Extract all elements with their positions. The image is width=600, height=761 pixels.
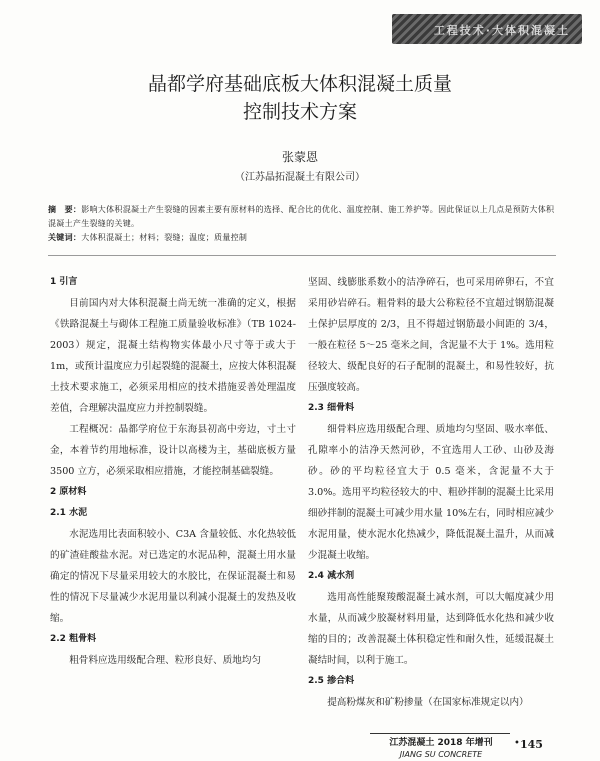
- subsection-heading-water-reducer: 2.4 减水剂: [308, 571, 355, 581]
- section-heading-introduction: 1 引言: [50, 277, 78, 287]
- paragraph: 水泥选用比表面积较小、C3A 含量较低、水化热较低的矿渣硅酸盐水泥。对已选定的水泥品种，混凝土用水量确定的情况下尽量采用较大的水胶比，在保证混凝土和易性的情况下尽量减少水泥用量以利减小混凝土的发热及收缩。: [50, 529, 296, 624]
- paragraph: 坚固、线膨胀系数小的洁净碎石，也可采用碎卵石，不宜采用砂岩碎石。粗骨料的最大公称粒径不宜超过钢筋混凝土保护层厚度的 2/3，且不得超过钢筋最小间距的 3/4，一般在粒径 5～25 毫米之间，含泥量不大于 1%。选用粒径较大、级配良好的石子配制的混凝土，和易性较好，抗压强度较高。: [308, 277, 554, 393]
- section-heading-materials: 2 原材料: [50, 487, 87, 497]
- paragraph: 工程概况：晶都学府位于东海县初高中旁边，寸土寸金，本着节约用地标准，设计以高楼为主，基础底板方量 3500 立方，必须采取相应措施，才能控制基础裂缝。: [50, 424, 296, 477]
- subsection-heading-admixture: 2.5 掺合料: [308, 676, 355, 686]
- article-title-line-2: 控制技术方案: [242, 101, 357, 123]
- abstract-divider: [48, 255, 556, 256]
- subsection-heading-fine-aggregate: 2.3 细骨料: [308, 403, 355, 413]
- keywords-text: 大体积混凝土；材料；裂缝；温度；质量控制: [81, 233, 248, 242]
- paragraph: 细骨料应选用级配合理、质地均匀坚固、吸水率低、孔隙率小的洁净天然河砂，不宜选用人工砂、山砂及海砂。砂的平均粒径宜大于 0.5 毫米，含泥量不大于 3.0%。选用平均粒径较大的中、粗砂拌制的混凝土比采用细砂拌制的混凝土可减少用水量 10%左右，同时相应减少水泥用量，使水泥水化热减少，降低混凝土温升，从而减少混凝土收缩。: [308, 424, 554, 561]
- author-affiliation: （江苏晶拓混凝土有限公司）: [235, 172, 365, 183]
- abstract-label: 摘 要：: [48, 205, 82, 214]
- page-number: 145: [520, 738, 543, 751]
- left-column: [50, 272, 296, 671]
- corner-header-band: [392, 14, 582, 44]
- author-name: 张蒙恩: [281, 150, 318, 164]
- article-title-line-1: 晶都学府基础底板大体积混凝土质量: [147, 73, 452, 95]
- paragraph: 提高粉煤灰和矿粉掺量（在国家标准规定以内）: [327, 697, 529, 708]
- paragraph: 目前国内对大体积混凝土尚无统一准确的定义，根据《铁路混凝土与砌体工程施工质量验收标准》（TB 1024-2003）规定，混凝土结构物实体最小尺寸等于或大于 1m，或预计温度应力引起裂缝的混凝土，应按大体积混凝土技术要求施工，必须采用相应的技术措施妥善处理温度差值，合理解决温度应力并控制裂缝。: [50, 298, 296, 414]
- right-column: [308, 272, 554, 713]
- paragraph: 粗骨料应选用级配合理、粒形良好、质地均匀: [69, 655, 262, 666]
- paragraph: 选用高性能聚羧酸混凝土减水剂，可以大幅度减少用水量，从而减少胶凝材料用量，达到降低水化热和减少收缩的目的；改善混凝土体积稳定性和耐久性，延缓混凝土凝结时间，以利于施工。: [308, 592, 554, 666]
- footer-divider: [370, 733, 510, 734]
- abstract-block: [48, 203, 556, 245]
- footer-bullet: •: [514, 738, 520, 749]
- corner-header-label: 工程技术·大体积混凝土: [433, 24, 570, 37]
- keywords-label: 关键词：: [48, 233, 82, 242]
- journal-name-en: JIANG SU CONCRETE: [399, 750, 483, 759]
- abstract-text: 影响大体积混凝土产生裂缝的因素主要有原材料的选择、配合比的优化、温度控制、施工养护等。因此保证以上几点是预防大体积混凝土产生裂缝的关键。: [48, 205, 555, 228]
- subsection-heading-coarse-aggregate: 2.2 粗骨料: [50, 634, 97, 644]
- journal-name-cn: 江苏混凝土 2018 年增刊: [389, 738, 493, 748]
- subsection-heading-cement: 2.1 水泥: [50, 508, 88, 518]
